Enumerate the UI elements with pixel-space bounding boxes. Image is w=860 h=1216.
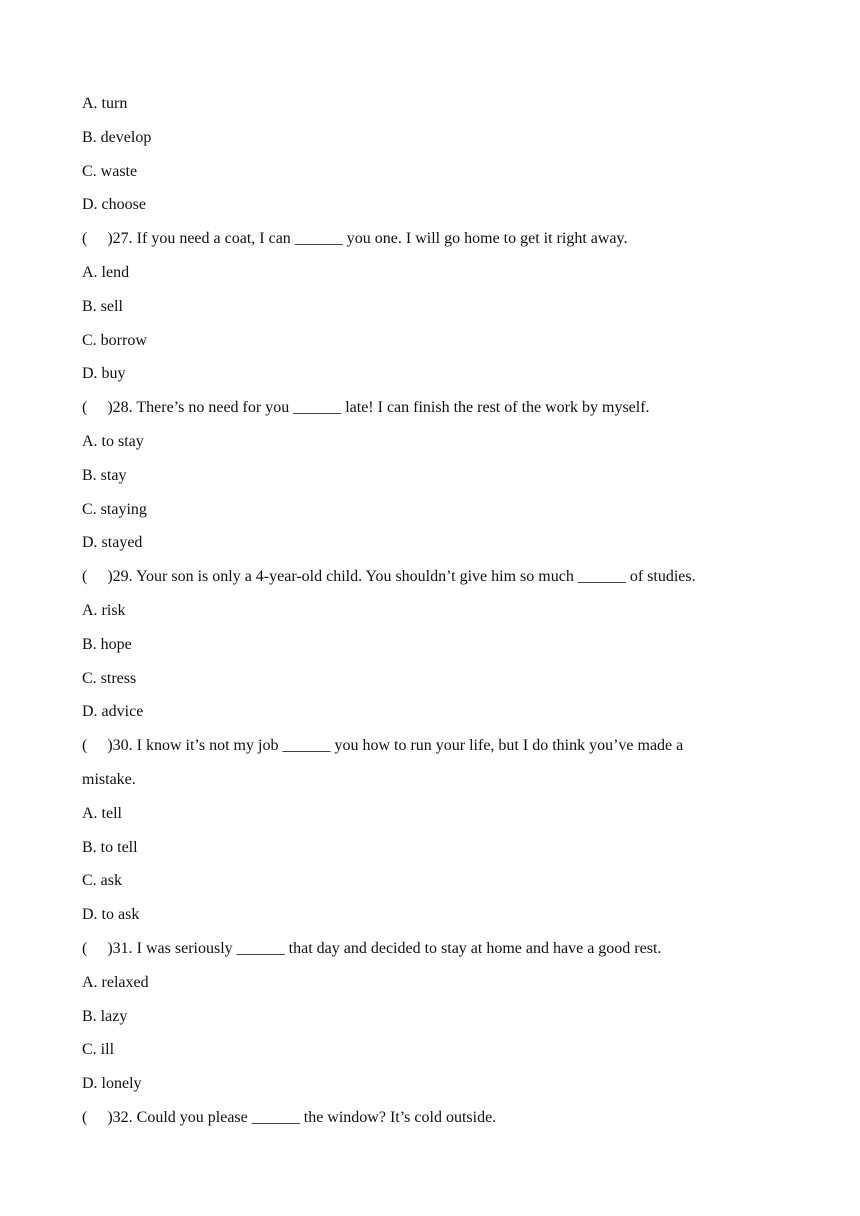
document-page xyxy=(82,87,782,1135)
option-c-q31: C. ill xyxy=(82,1041,115,1059)
option-d-q26: D. choose xyxy=(82,196,146,214)
option-b-q27: B. sell xyxy=(82,297,123,315)
option-b-q31: B. lazy xyxy=(82,1007,128,1025)
option-c-q27: C. borrow xyxy=(82,331,147,349)
option-a-q26: A. turn xyxy=(82,95,128,112)
option-d-q27: D. buy xyxy=(82,365,126,383)
option-c-q28: C. staying xyxy=(82,500,147,518)
option-a-q31: A. relaxed xyxy=(82,973,149,991)
question-32: ( )32. Could you please ______ the window? It’s cold outside. xyxy=(82,1108,497,1126)
option-a-q30: A. tell xyxy=(82,804,122,822)
option-d-q29: D. advice xyxy=(82,703,144,721)
question-30-continued: mistake. xyxy=(82,770,136,788)
option-a-q28: A. to stay xyxy=(82,432,144,450)
option-a-q29: A. risk xyxy=(82,601,126,619)
option-a-q27: A. lend xyxy=(82,263,130,281)
question-27: ( )27. If you need a coat, I can ______ you one. I will go home to get it right away. xyxy=(82,230,628,248)
option-c-q26: C. waste xyxy=(82,162,138,180)
option-d-q28: D. stayed xyxy=(82,534,143,552)
option-b-q26: B. develop xyxy=(82,128,152,146)
option-d-q30: D. to ask xyxy=(82,906,140,924)
option-b-q29: B. hope xyxy=(82,635,132,653)
option-d-q31: D. lonely xyxy=(82,1075,142,1093)
option-c-q30: C. ask xyxy=(82,872,122,890)
question-31: ( )31. I was seriously ______ that day and decided to stay at home and have a good rest. xyxy=(82,939,662,957)
option-b-q30: B. to tell xyxy=(82,838,138,856)
question-30: ( )30. I know it’s not my job ______ you how to run your life, but I do think you’ve made a xyxy=(82,737,684,755)
option-b-q28: B. stay xyxy=(82,466,127,484)
question-29: ( )29. Your son is only a 4-year-old child. You shouldn’t give him so much ______ of studies. xyxy=(82,568,696,586)
question-28: ( )28. There’s no need for you ______ late! I can finish the rest of the work by myself. xyxy=(82,399,650,417)
option-c-q29: C. stress xyxy=(82,669,137,687)
